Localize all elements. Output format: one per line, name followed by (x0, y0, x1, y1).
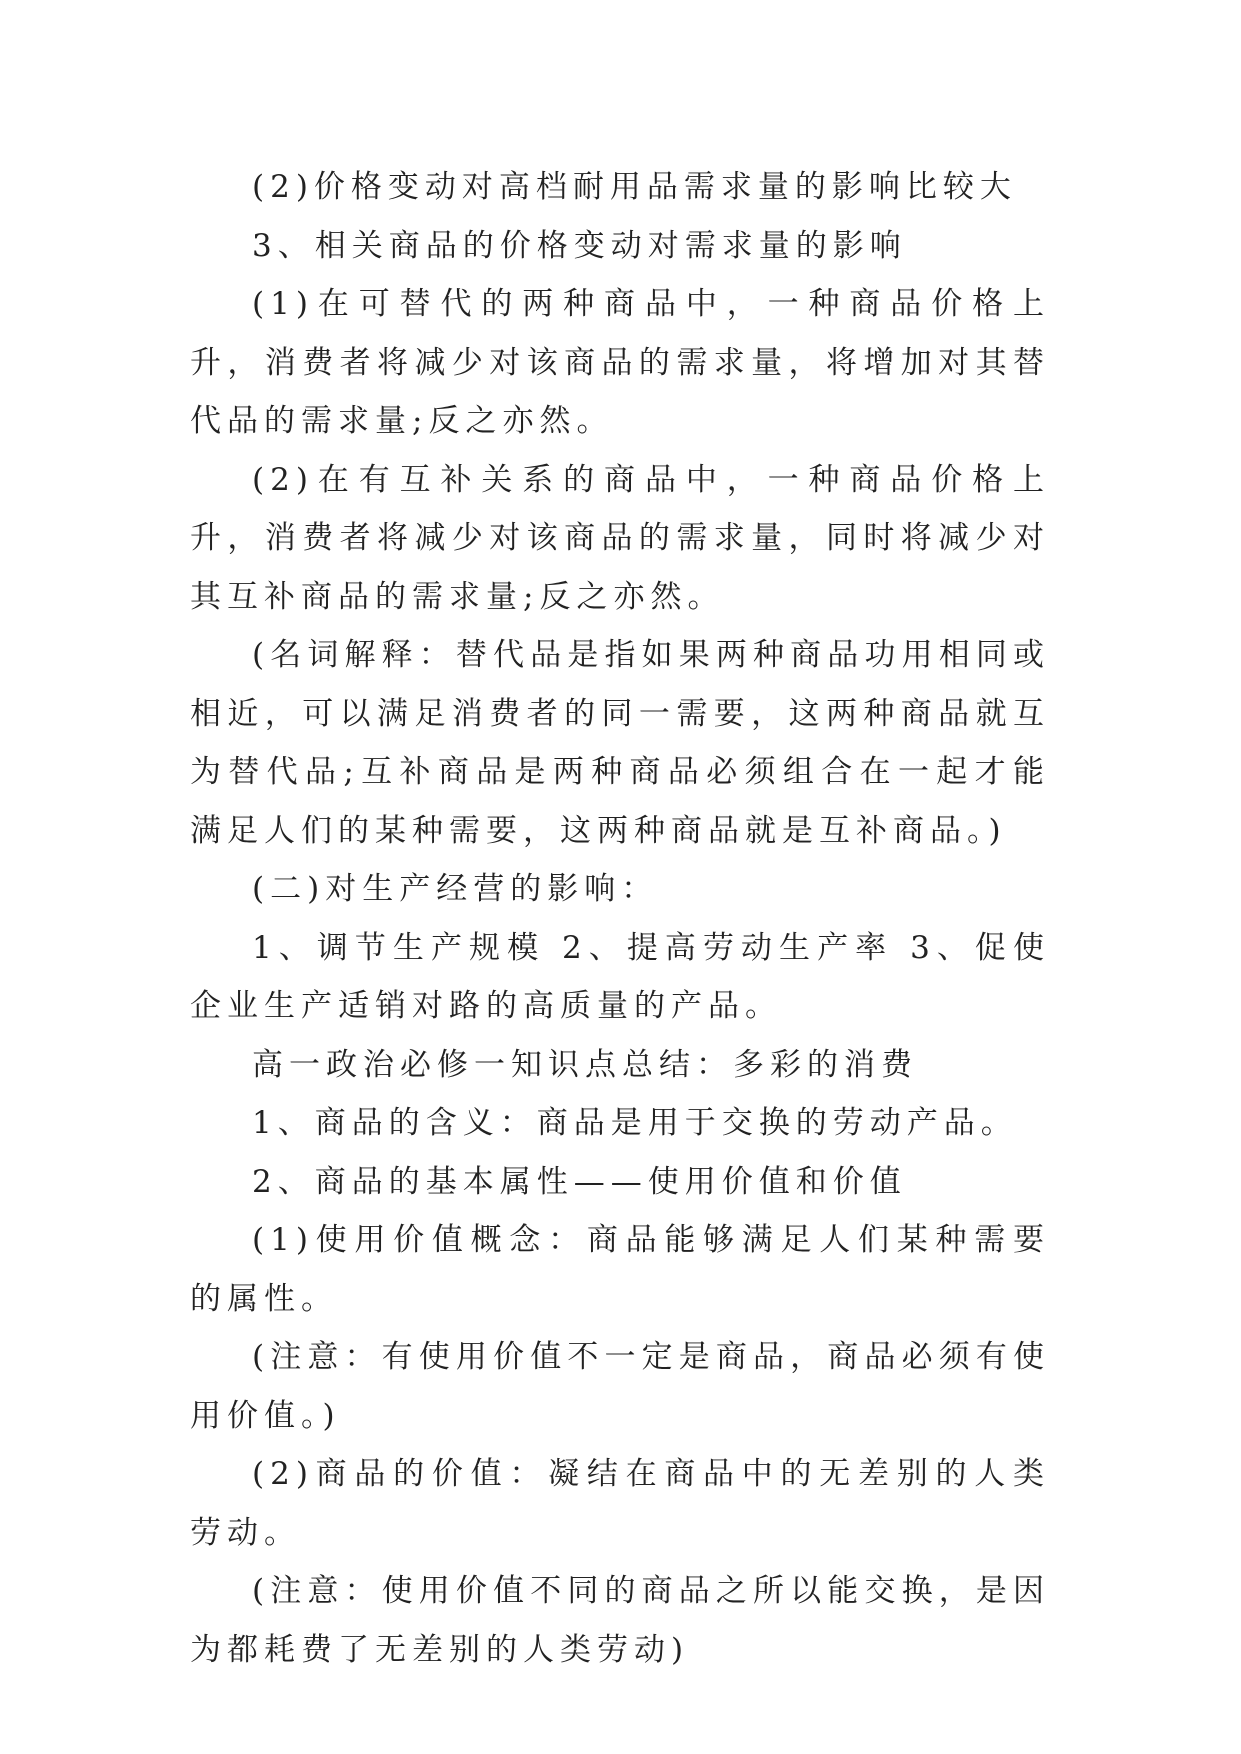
document-body (190, 158, 1050, 1679)
paragraph: (注意：有使用价值不一定是商品，商品必须有使用价值。) (190, 1339, 1050, 1434)
paragraph: (2)价格变动对高档耐用品需求量的影响比较大 (252, 169, 1017, 205)
paragraph: (2)在有互补关系的商品中，一种商品价格上升，消费者将减少对该商品的需求量，同时将减少对其互补商品的需求量;反之亦然。 (190, 461, 1050, 615)
paragraph: (1)使用价值概念：商品能够满足人们某种需要的属性。 (190, 1222, 1050, 1317)
paragraph: (2)商品的价值：凝结在商品中的无差别的人类劳动。 (190, 1456, 1050, 1551)
paragraph: (名词解释：替代品是指如果两种商品功用相同或相近，可以满足消费者的同一需要，这两种商品就互为替代品;互补商品是两种商品必须组合在一起才能满足人们的某种需要，这两种商品就是互补商品。) (190, 637, 1050, 849)
section-heading: 高一政治必修一知识点总结：多彩的消费 (252, 1046, 918, 1083)
paragraph: (1)在可替代的两种商品中，一种商品价格上升，消费者将减少对该商品的需求量，将增加对其替代品的需求量;反之亦然。 (190, 286, 1050, 439)
paragraph: (注意：使用价值不同的商品之所以能交换，是因为都耗费了无差别的人类劳动) (190, 1573, 1050, 1668)
paragraph: (二)对生产经营的影响： (252, 871, 659, 907)
paragraph: 1、调节生产规模 2、提高劳动生产率 3、促使企业生产适销对路的高质量的产品。 (190, 929, 1050, 1024)
paragraph: 2、商品的基本属性——使用价值和价值 (252, 1163, 907, 1200)
paragraph: 3、相关商品的价格变动对需求量的影响 (252, 227, 907, 264)
paragraph: 1、商品的含义：商品是用于交换的劳动产品。 (252, 1105, 1018, 1141)
